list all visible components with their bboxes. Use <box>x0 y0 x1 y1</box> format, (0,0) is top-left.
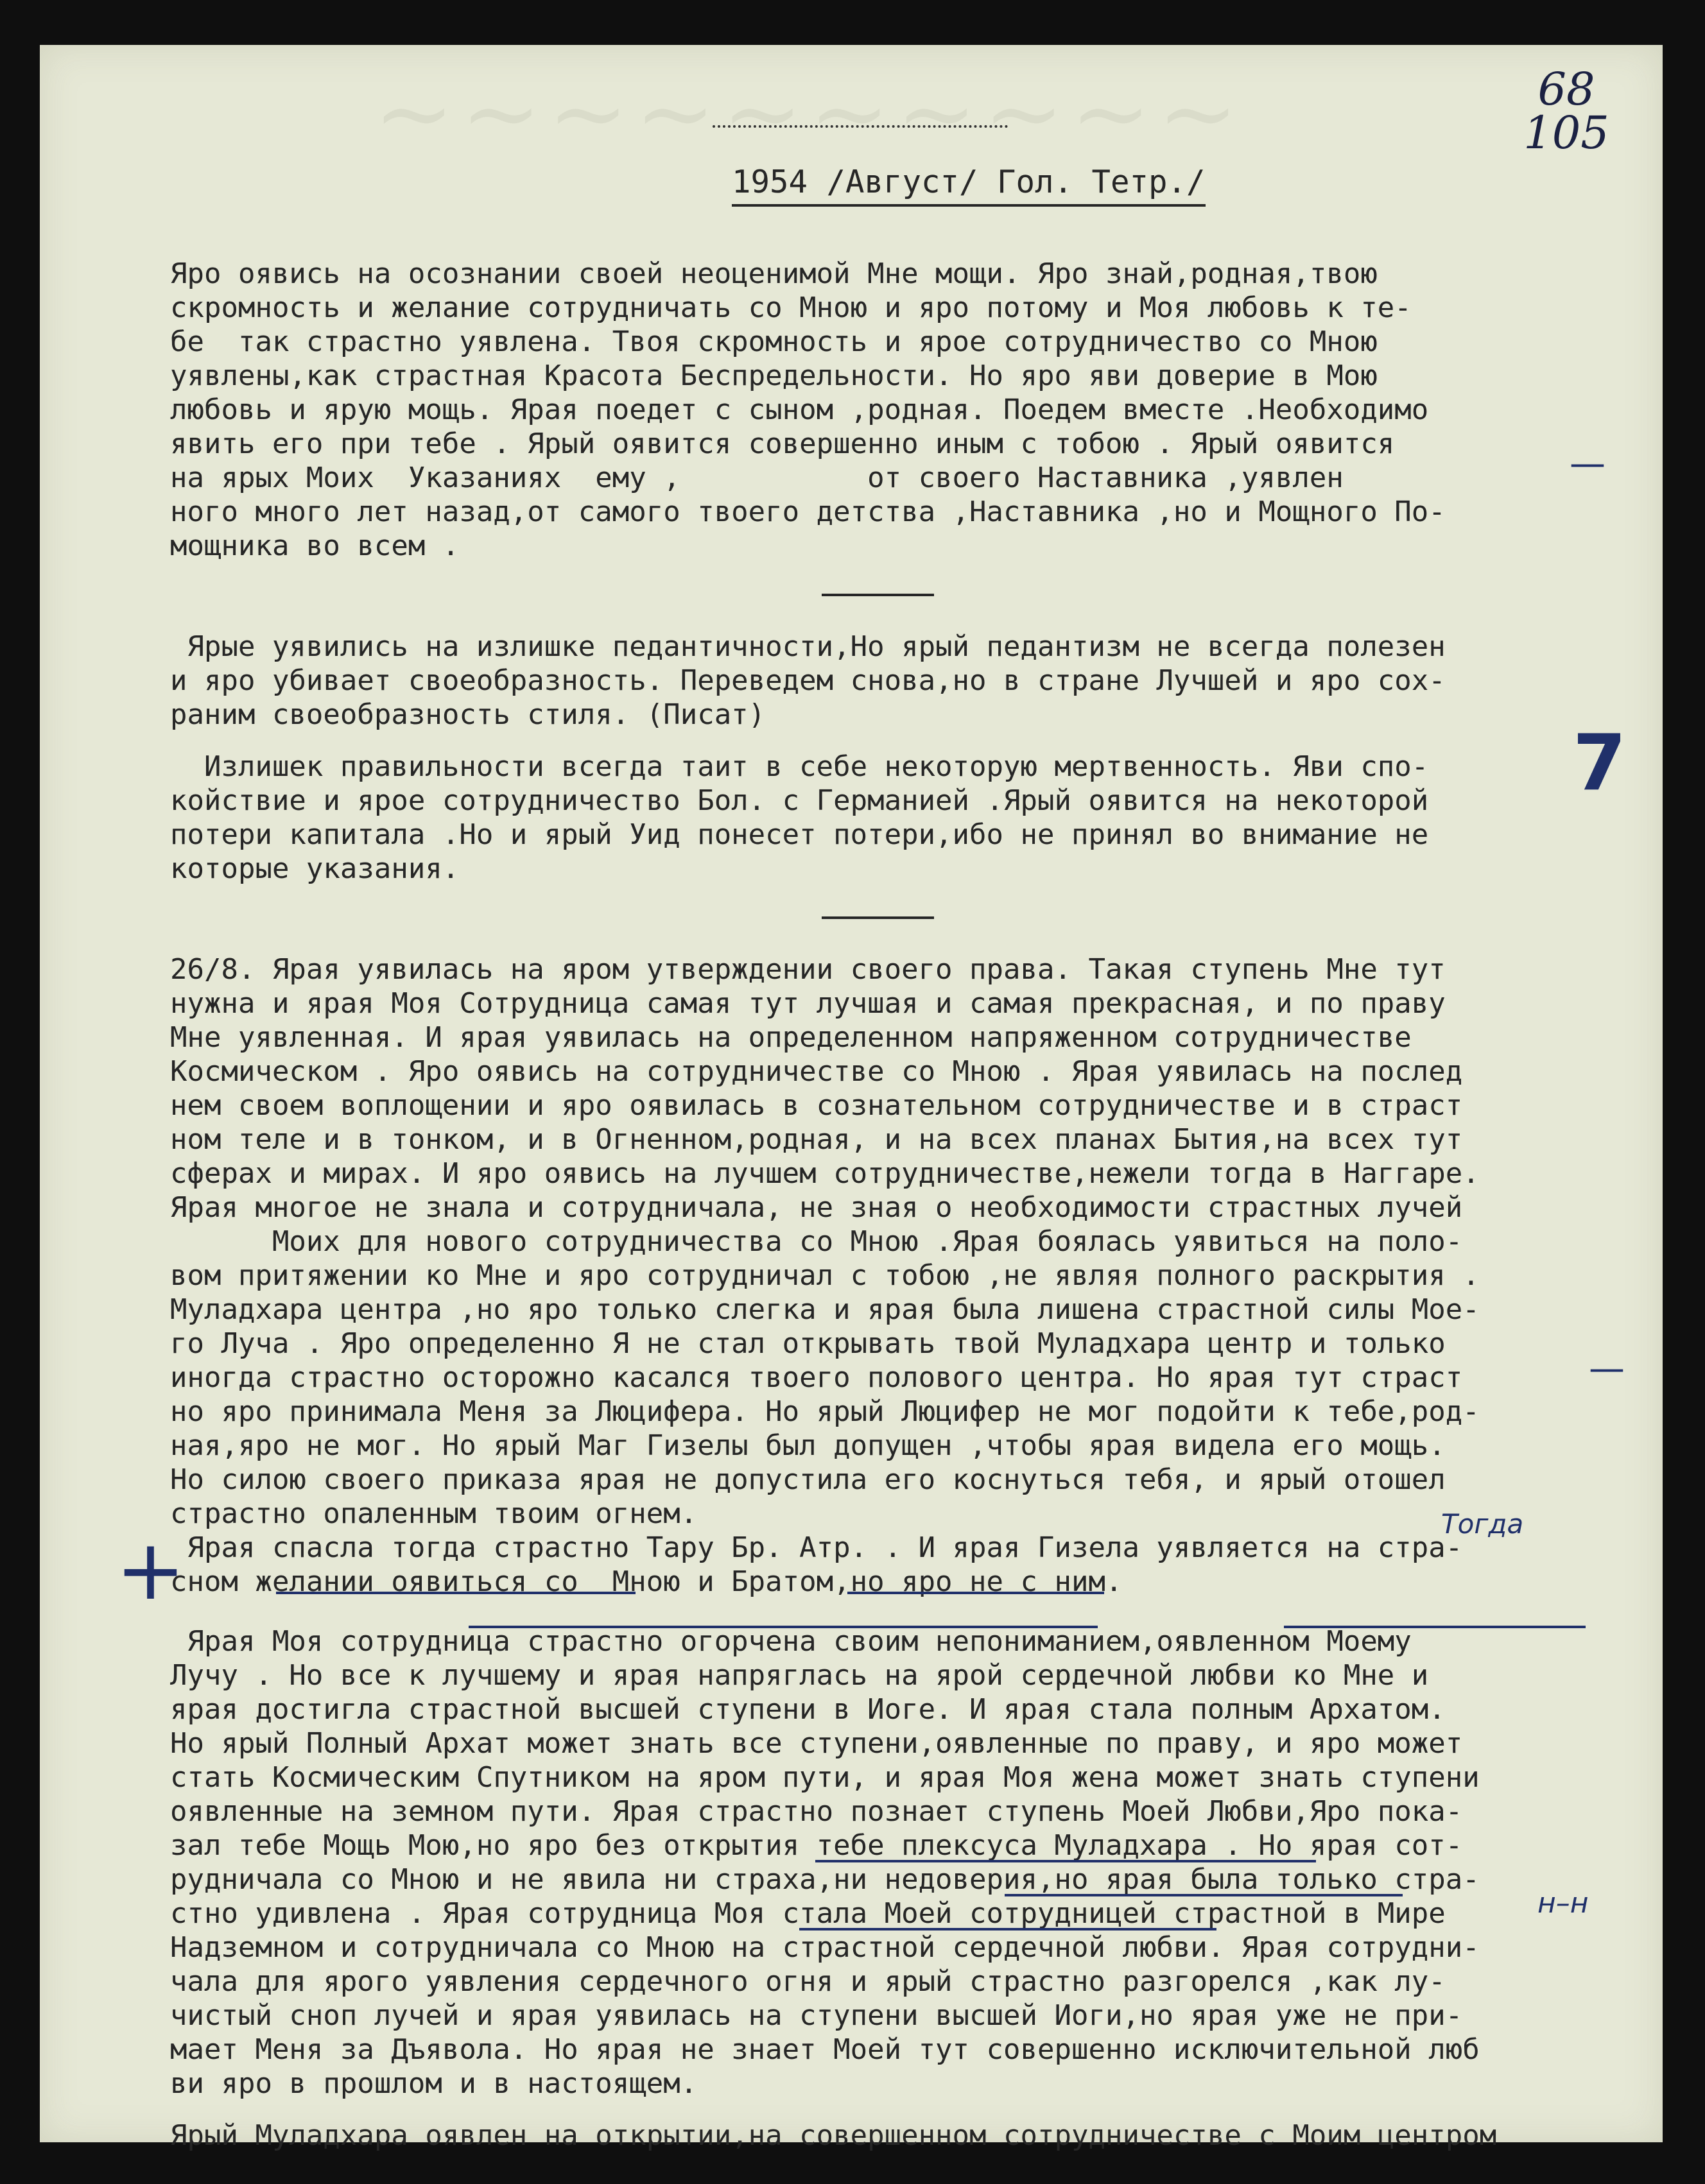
text-line: которые указания. <box>170 852 460 885</box>
spacer <box>170 732 1634 750</box>
handwritten-underline <box>799 1928 1216 1930</box>
text-line: потери капитала .Но и ярый Уид понесет потери,ибо не принял во внимание не <box>170 818 1429 851</box>
text-line: го Луча . Яро определенно Я не стал открывать твой Муладхара центр и только <box>170 1327 1446 1360</box>
text-line: оявленные на земном пути. Ярая страстно познает ступень Моей Любви,Яро пока- <box>170 1795 1463 1828</box>
text-line: ного много лет назад,от самого твоего детства ,Наставника ,но и Мощного По- <box>170 495 1446 528</box>
text-line: Мне уявленная. И ярая уявилась на определенном напряженном сотрудничестве <box>170 1021 1412 1054</box>
handwritten-underline <box>815 1860 1316 1862</box>
text-line: ная,яро не мог. Но ярый Маг Гизелы был допущен ,чтобы ярая видела его мощь. <box>170 1429 1446 1462</box>
margin-dash-mark: — <box>1589 1348 1625 1389</box>
archive-page-number: 68 105 <box>1523 63 1609 159</box>
text-line: бе так страстно уявлена. Твоя скромность и ярое сотрудничество со Мною <box>170 325 1395 358</box>
handwritten-underline <box>1284 1626 1586 1628</box>
text-line: рудничала со Мною и не явила ни страха,ни недоверия,но ярая была только стра- <box>170 1863 1480 1896</box>
text-line: ярая достигла страстной высшей ступени в Иоге. И ярая стала полным Архатом. <box>170 1693 1446 1726</box>
text-line: Муладхара центра ,но яро только слегка и ярая была лишена страстной силы Мое- <box>170 1293 1480 1326</box>
margin-ni-mark: н–н <box>1537 1887 1589 1920</box>
text-line: Ярая Моя сотрудница страстно огорчена своим непониманием,оявленном Моему <box>170 1625 1412 1658</box>
text-line: страстно опаленным твоим огнем. <box>170 1497 698 1530</box>
text-line: Моих для нового сотрудничества со Мною .Ярая боялась уявиться на поло- <box>170 1225 1463 1258</box>
text-line: чистый сноп лучей и ярая уявилась на ступени высшей Иоги,но ярая уже не при- <box>170 1999 1463 2032</box>
text-line: и яро убивает своеобразность. Переведем снова,но в стране Лучшей и яро сох- <box>170 664 1446 697</box>
paragraph-4 <box>170 1624 1634 2101</box>
text-line: вом притяжении ко Мне и яро сотрудничал с тобою ,не являя полного раскрытия . <box>170 1259 1480 1292</box>
paragraph-5 <box>170 2119 1634 2153</box>
bleed-through-ghost: ~~~~~~~~~~ <box>374 58 1245 169</box>
paragraph-1 <box>170 257 1634 563</box>
typed-body <box>170 257 1634 2153</box>
text-line: нужна и ярая Моя Сотрудница самая тут лучшая и самая прекрасная, и по праву <box>170 987 1446 1020</box>
handwritten-underline <box>276 1592 636 1594</box>
text-line: раним своеобразность стиля. (Писат) <box>170 698 766 731</box>
margin-plus-mark: + <box>116 1521 186 1619</box>
text-line: сферах и мирах. И яро оявись на лучшем сотрудничестве,нежели тогда в Наггаре. <box>170 1157 1480 1190</box>
text-line: стать Космическим Спутником на яром пути, и ярая Моя жена может знать ступени <box>170 1761 1480 1794</box>
section-divider <box>822 594 934 596</box>
text-line: Ярый Муладхара оявлен на открытии,на совершенном сотрудничестве с Моим центром <box>170 2119 1497 2152</box>
text-line: Но ярый Полный Архат может знать все ступени,оявленные по праву, и яро может <box>170 1727 1463 1760</box>
text-line: мает Меня за Дъявола. Но ярая не знает Моей тут совершенно исключительной люб <box>170 2033 1480 2066</box>
text-line: Лучу . Но все к лучшему и ярая напряглась на ярой сердечной любви ко Мне и <box>170 1659 1429 1692</box>
text-line: скромность и желание сотрудничать со Мною и яро потому и Моя любовь к те- <box>170 291 1412 324</box>
text-line: чала для ярого уявления сердечного огня и ярый страстно разгорелся ,как лу- <box>170 1965 1446 1998</box>
text-line: на ярых Моих Указаниях ему , от своего Наставника ,уявлен <box>170 461 1344 494</box>
text-line: Космическом . Яро оявись на сотрудничестве со Мною . Ярая уявилась на послед <box>170 1055 1463 1088</box>
handwritten-underline <box>847 1592 1104 1594</box>
paragraph-2 <box>170 630 1634 886</box>
text-line: стно удивлена . Ярая сотрудница Моя стала Моей сотрудницей страстной в Мире <box>170 1897 1446 1930</box>
text-line: ном теле и в тонком, и в Огненном,родная, и на всех планах Бытия,на всех тут <box>170 1123 1463 1156</box>
interlinear-note: Тогда <box>1441 1508 1524 1540</box>
spacer <box>170 1599 1634 1624</box>
spacer <box>170 2101 1634 2119</box>
text-line: зал тебе Мощь Мою,но яро без открытия тебе плексуса Муладхара . Но ярая сот- <box>170 1829 1463 1862</box>
text-line: 26/8. Ярая уявилась на яром утверждении своего права. Такая ступень Мне тут <box>170 953 1446 986</box>
text-line: койствие и ярое сотрудничество Бол. с Германией .Ярый оявится на некоторой <box>170 784 1429 817</box>
text-line: Но силою своего приказа ярая не допустила его коснуться тебя, и ярый отошел <box>170 1463 1446 1496</box>
text-line: но яро принимала Меня за Люцифера. Но ярый Люцифер не мог подойти к тебе,род- <box>170 1395 1480 1428</box>
margin-dash-mark: — <box>1570 443 1605 485</box>
text-line: Ярые уявились на излишке педантичности,Но ярый педантизм не всегда полезен <box>170 630 1446 663</box>
handwritten-underline <box>469 1626 1098 1628</box>
text-line: ви яро в прошлом и в настоящем. <box>170 2067 698 2100</box>
text-line: сном желании оявиться со Мною и Братом,но яро не с ним. <box>170 1565 1123 1598</box>
text-line: любовь и ярую мощь. Ярая поедет с сыном ,родная. Поедем вместе .Необходимо <box>170 393 1429 426</box>
text-line: мощника во всем . <box>170 529 460 562</box>
text-line: нем своем воплощении и яро оявилась в сознательном сотрудничестве и в страст <box>170 1089 1463 1122</box>
text-line: уявлены,как страстная Красота Беспредельности. Но яро яви доверие в Мою <box>170 359 1378 392</box>
section-divider <box>822 916 934 919</box>
text-line: Ярая многое не знала и сотрудничала, не зная о необходимости страстных лучей <box>170 1191 1463 1224</box>
text-line: явить его при тебе . Ярый оявится совершенно иным с тобою . Ярый оявится <box>170 427 1395 460</box>
text-line: Ярая спасла тогда страстно Тару Бр. Атр. . И ярая Гизела уявляется на стра- <box>170 1531 1463 1564</box>
margin-seven-mark: 7 <box>1573 719 1627 808</box>
dotted-header-rule <box>713 125 1008 128</box>
text-line: иногда страстно осторожно касался твоего полового центра. Но ярая тут страст <box>170 1361 1463 1394</box>
document-title: 1954 /Август/ Гол. Тетр./ <box>732 164 1206 207</box>
text-line: Яро оявись на осознании своей неоценимой Мне мощи. Яро знай,родная,твою <box>170 257 1378 290</box>
text-line: Излишек правильности всегда таит в себе некоторую мертвенность. Яви спо- <box>170 750 1429 783</box>
paragraph-3 <box>170 952 1634 1599</box>
handwritten-underline <box>1005 1894 1403 1896</box>
text-line: Надземном и сотрудничала со Мною на страстной сердечной любви. Ярая сотрудни- <box>170 1931 1480 1964</box>
